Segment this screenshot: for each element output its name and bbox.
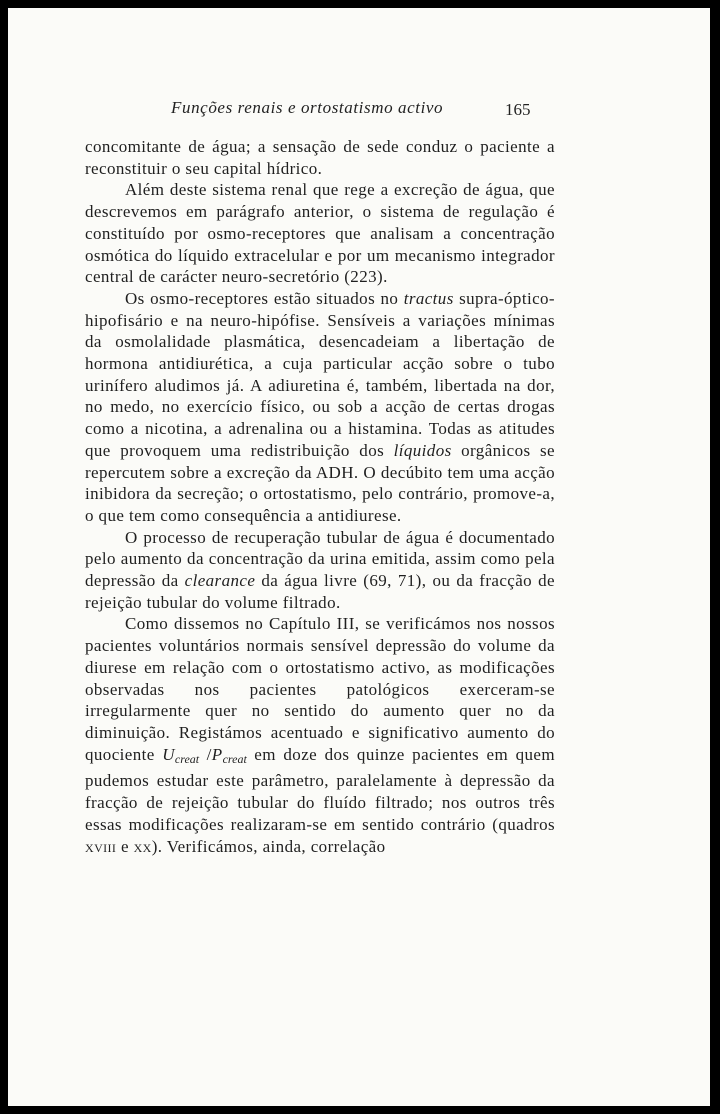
paragraph-3: [85, 288, 555, 527]
table-ref-xviii: xviii: [85, 836, 117, 856]
paragraph-4: [85, 527, 555, 614]
formula-p: P: [211, 744, 223, 764]
paragraph-2: Além deste sistema renal que rege a excreção de água, que descrevemos em parágrafo anterior, o sistema de regulação é constituído por osmo-receptores que analisam a concentração osmótica do líquido extracelular e por um mecanismo integrador central de carácter neuro-secretório (223).: [85, 180, 555, 287]
text-run: Os osmo-receptores estão situados no: [125, 288, 404, 308]
text-run: O processo de recuperação tubular de água é documentado pelo aumento da concentração da urina emitida, assim como pela depressão da: [85, 527, 555, 591]
text-run: ). Verificámos, ainda, correlação: [151, 836, 386, 856]
running-title: Funções renais e ortostatismo activo: [171, 98, 444, 117]
text-run: em doze dos quinze pacientes em quem pudemos estudar este parâmetro, paralelamente à depressão da fracção de rejeição tubular do fluído filtrado; nos outros três essas modificações realizaram-se em sentido contrário (quadros: [85, 744, 555, 834]
paragraph-5: [85, 613, 555, 857]
text-run: Como dissemos no Capítulo III, se verificámos nos nossos pacientes voluntários normais sensível depressão do volume da diurese em relação com o ortostatismo activo, as modificações observadas nos pacientes patológicos exerceram-se irregularmente quer no sentido do aumento quer no da diminuição. Registámos acentuado e significativo aumento do quociente: [85, 614, 555, 764]
italic-term-clearance: clearance: [184, 571, 256, 591]
text-run: orgânicos se repercutem sobre a excreção da ADH. O decúbito tem uma acção inibidora da secreção; o ortostatismo, pelo contrário, promove-a, o que tem como consequência a antidiurese.: [85, 440, 555, 525]
formula-p-subscript: creat: [222, 751, 247, 766]
italic-term-tractus: tractus: [403, 288, 454, 308]
table-ref-xx: xx: [133, 836, 152, 856]
text-run: supra-óptico-hipofisário e na neuro-hipófise. Sensíveis a variações mínimas da osmolalidade plasmática, desencadeiam a libertação de hormona antidiurética, a cuja particular acção sobre o tubo urinífero aludimos já. A adiuretina é, também, libertada na dor, no medo, no exercício físico, ou sob a acção de certas drogas como a nicotina, a adrenalina ou a histamina. Todas as atitudes que provoquem uma redistribuição dos: [85, 288, 555, 460]
page-header: [8, 98, 710, 126]
formula-slash: /: [199, 744, 212, 764]
formula-u: U: [162, 744, 175, 764]
book-page: [8, 8, 710, 1106]
formula-u-subscript: creat: [174, 751, 200, 766]
text-run: e: [116, 836, 134, 856]
page-number: 165: [505, 100, 531, 119]
italic-term-liquidos: líquidos: [393, 440, 452, 460]
paragraph-1: concomitante de água; a sensação de sede conduz o paciente a reconstituir o seu capital hídrico.: [85, 137, 555, 178]
text-run: da água livre (69, 71), ou da fracção de rejeição tubular do volume filtrado.: [85, 571, 555, 612]
body-text: [85, 136, 555, 857]
